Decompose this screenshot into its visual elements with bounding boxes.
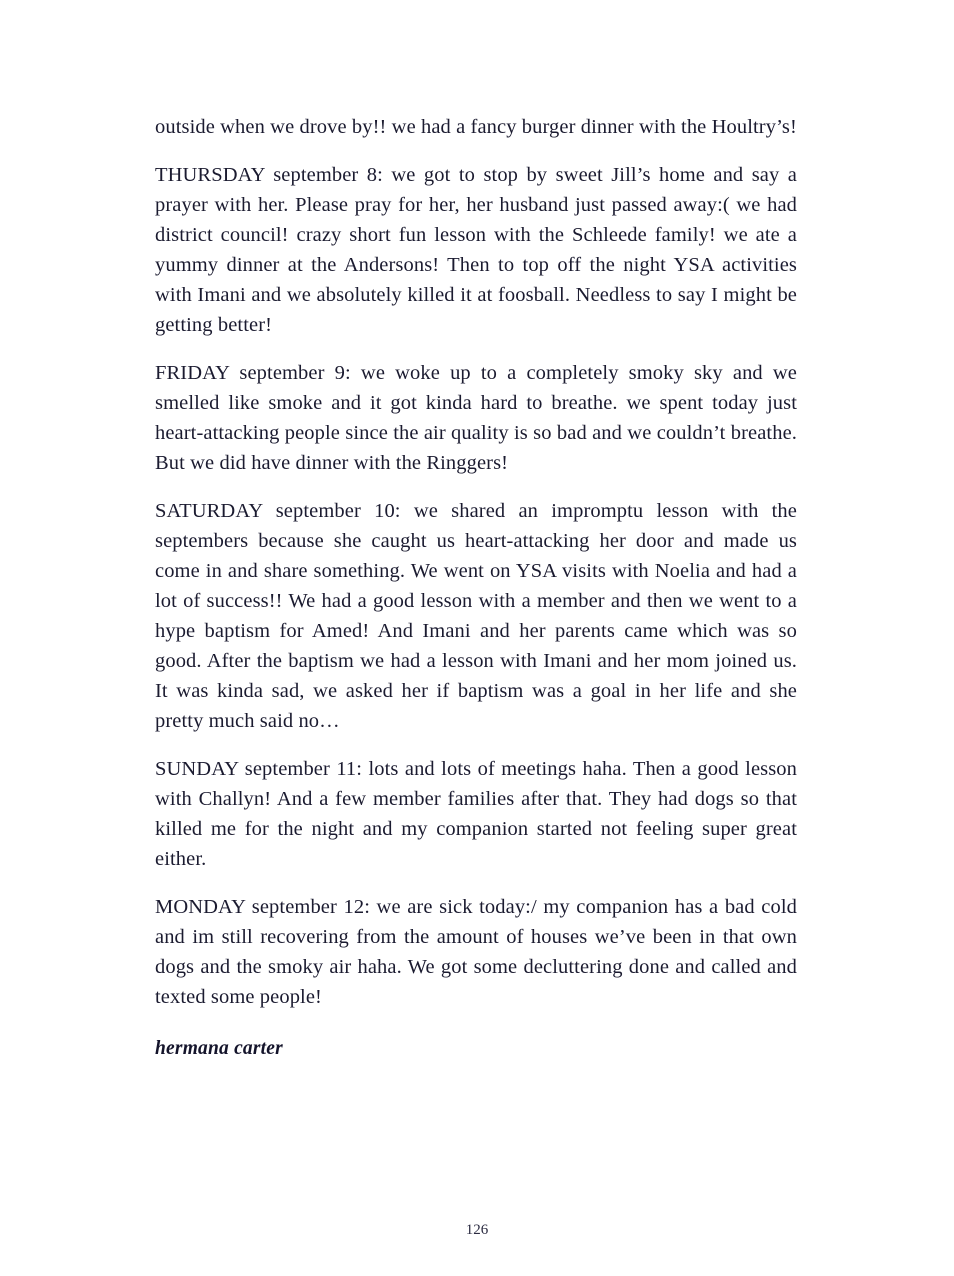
page-body bbox=[155, 112, 797, 1060]
paragraph: SATURDAY september 10: we shared an impromptu lesson with the septembers because she caught us heart-attacking her door and made us come in and share something. We went on YSA visits with Noelia and had a lot of success!! We had a good lesson with a member and then we went to a hype baptism for Amed! And Imani and her parents came which was so good. After the baptism we had a lesson with Imani and her mom joined us. It was kinda sad, we asked her if baptism was a goal in her life and she pretty much said no… bbox=[155, 500, 797, 732]
paragraph: FRIDAY september 9: we woke up to a completely smoky sky and we smelled like smoke and it got kinda hard to breathe. we spent today just heart-attacking people since the air quality is so bad and we couldn’t breathe. But we did have dinner with the Ringgers! bbox=[155, 362, 797, 474]
paragraph: SUNDAY september 11: lots and lots of meetings haha. Then a good lesson with Challyn! And a few member families after that. They had dogs so that killed me for the night and my companion started not feeling super great either. bbox=[155, 758, 797, 870]
page-number: 126 bbox=[465, 1222, 489, 1238]
paragraph: THURSDAY september 8: we got to stop by sweet Jill’s home and say a prayer with her. Please pray for her, her husband just passed away:( we had district council! crazy short fun lesson with the Schleede family! we ate a yummy dinner at the Andersons! Then to top off the night YSA activities with Imani and we absolutely killed it at foosball. Needless to say I might be getting better! bbox=[155, 164, 797, 336]
paragraph: MONDAY september 12: we are sick today:/ my companion has a bad cold and im still recovering from the amount of houses we’ve been in that own dogs and the smoky air haha. We got some decluttering done and called and texted some people! bbox=[155, 896, 797, 1008]
signature: hermana carter bbox=[155, 1038, 283, 1059]
paragraph: outside when we drove by!! we had a fancy burger dinner with the Houltry’s! bbox=[155, 116, 797, 138]
